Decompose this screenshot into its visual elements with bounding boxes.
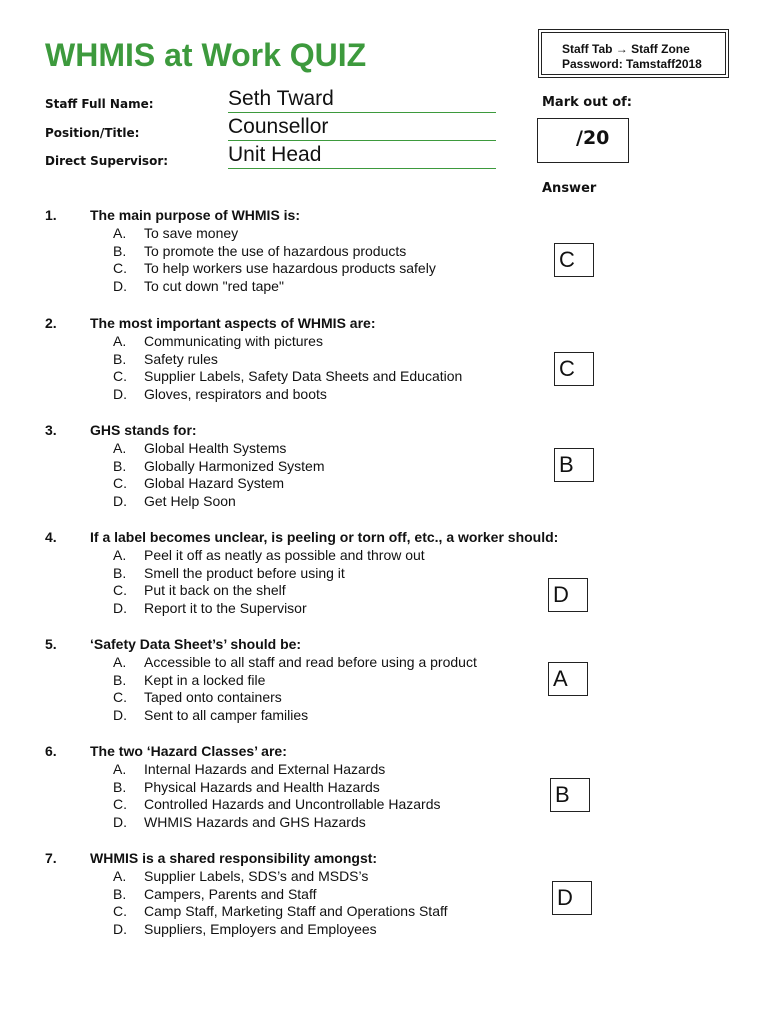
option-text: WHMIS Hazards and GHS Hazards <box>144 814 366 831</box>
option-letter: D. <box>113 921 127 938</box>
option-text: Gloves, respirators and boots <box>144 386 327 403</box>
option-letter: B. <box>113 457 127 474</box>
option-letter: D. <box>113 278 127 295</box>
option-text: Sent to all camper families <box>144 707 309 724</box>
question-number: 2. <box>45 315 57 331</box>
option-text: Get Help Soon <box>144 493 236 510</box>
option-letter: C. <box>113 475 127 492</box>
option-text: Accessible to all staff and read before using a product <box>144 653 477 670</box>
answer-column-header: Answer <box>542 181 597 196</box>
question-number: 7. <box>45 850 57 866</box>
option-text: Communicating with pictures <box>144 332 323 349</box>
option-text: Physical Hazards and Health Hazards <box>144 778 380 795</box>
question-number: 3. <box>45 422 57 438</box>
option-letter: D. <box>113 707 127 724</box>
mark-label: Mark out of: <box>542 95 633 110</box>
position-field[interactable]: Counsellor <box>228 114 496 141</box>
option-text: Suppliers, Employers and Employees <box>144 921 377 938</box>
option-text: Global Health Systems <box>144 439 287 456</box>
answer-box-5[interactable]: A <box>548 662 588 696</box>
staff-name-label: Staff Full Name: <box>45 97 154 111</box>
option-text: To save money <box>144 224 239 241</box>
position-label: Position/Title: <box>45 126 140 140</box>
quiz-title: WHMIS at Work QUIZ <box>45 37 367 73</box>
supervisor-field[interactable]: Unit Head <box>228 142 496 169</box>
question-text: WHMIS is a shared responsibility amongst: <box>90 850 378 866</box>
option-text: To promote the use of hazardous products <box>144 242 407 259</box>
password-line: Password: Tamstaff2018 <box>562 57 702 71</box>
option-text: Campers, Parents and Staff <box>144 885 317 902</box>
option-text: Taped onto containers <box>144 689 282 706</box>
option-letter: B. <box>113 671 127 688</box>
option-letter: B. <box>113 885 127 902</box>
staff-zone-info-box <box>538 29 729 78</box>
question-text: The two ‘Hazard Classes’ are: <box>90 743 287 759</box>
option-text: Kept in a locked file <box>144 671 266 688</box>
answer-box-6[interactable]: B <box>550 778 590 812</box>
question-number: 1. <box>45 207 57 223</box>
option-letter: A. <box>113 653 127 670</box>
option-letter: A. <box>113 760 127 777</box>
option-letter: D. <box>113 600 127 617</box>
option-text: Supplier Labels, SDS’s and MSDS’s <box>144 867 369 884</box>
option-letter: C. <box>113 796 127 813</box>
question-number: 6. <box>45 743 57 759</box>
option-text: Globally Harmonized System <box>144 457 325 474</box>
question-text: If a label becomes unclear, is peeling or torn off, etc., a worker should: <box>90 529 559 545</box>
question-text: ‘Safety Data Sheet’s’ should be: <box>90 636 302 652</box>
supervisor-label: Direct Supervisor: <box>45 154 169 168</box>
option-letter: D. <box>113 493 127 510</box>
option-letter: A. <box>113 546 127 563</box>
option-text: Camp Staff, Marketing Staff and Operations Staff <box>144 903 448 920</box>
mark-box: /20 <box>537 118 629 163</box>
option-letter: C. <box>113 903 127 920</box>
option-text: Smell the product before using it <box>144 564 345 581</box>
question-text: The main purpose of WHMIS is: <box>90 207 301 223</box>
option-letter: B. <box>113 564 127 581</box>
option-letter: C. <box>113 260 127 277</box>
option-letter: D. <box>113 386 127 403</box>
option-text: To help workers use hazardous products safely <box>144 260 436 277</box>
answer-box-7[interactable]: D <box>552 881 592 915</box>
option-letter: D. <box>113 814 127 831</box>
option-text: Put it back on the shelf <box>144 582 286 599</box>
option-text: Global Hazard System <box>144 475 285 492</box>
option-letter: B. <box>113 350 127 367</box>
question-number: 4. <box>45 529 57 545</box>
option-text: Controlled Hazards and Uncontrollable Hazards <box>144 796 441 813</box>
question-text: GHS stands for: <box>90 422 197 438</box>
option-letter: B. <box>113 242 127 259</box>
option-letter: C. <box>113 368 127 385</box>
option-text: Report it to the Supervisor <box>144 600 307 617</box>
option-letter: C. <box>113 689 127 706</box>
option-letter: A. <box>113 332 127 349</box>
question-number: 5. <box>45 636 57 652</box>
answer-box-4[interactable]: D <box>548 578 588 612</box>
option-text: Internal Hazards and External Hazards <box>144 760 386 777</box>
answer-box-3[interactable]: B <box>554 448 594 482</box>
option-letter: A. <box>113 439 127 456</box>
option-text: Peel it off as neatly as possible and throw out <box>144 546 425 563</box>
answer-box-2[interactable]: C <box>554 352 594 386</box>
option-text: To cut down "red tape" <box>144 278 284 295</box>
answer-box-1[interactable]: C <box>554 243 594 277</box>
option-letter: A. <box>113 224 127 241</box>
option-letter: C. <box>113 582 127 599</box>
option-text: Supplier Labels, Safety Data Sheets and Education <box>144 368 463 385</box>
staff-tab-line: Staff Tab → Staff Zone <box>562 42 690 56</box>
option-letter: A. <box>113 867 127 884</box>
question-text: The most important aspects of WHMIS are: <box>90 315 376 331</box>
staff-name-field[interactable]: Seth Tward <box>228 86 496 113</box>
option-text: Safety rules <box>144 350 218 367</box>
option-letter: B. <box>113 778 127 795</box>
